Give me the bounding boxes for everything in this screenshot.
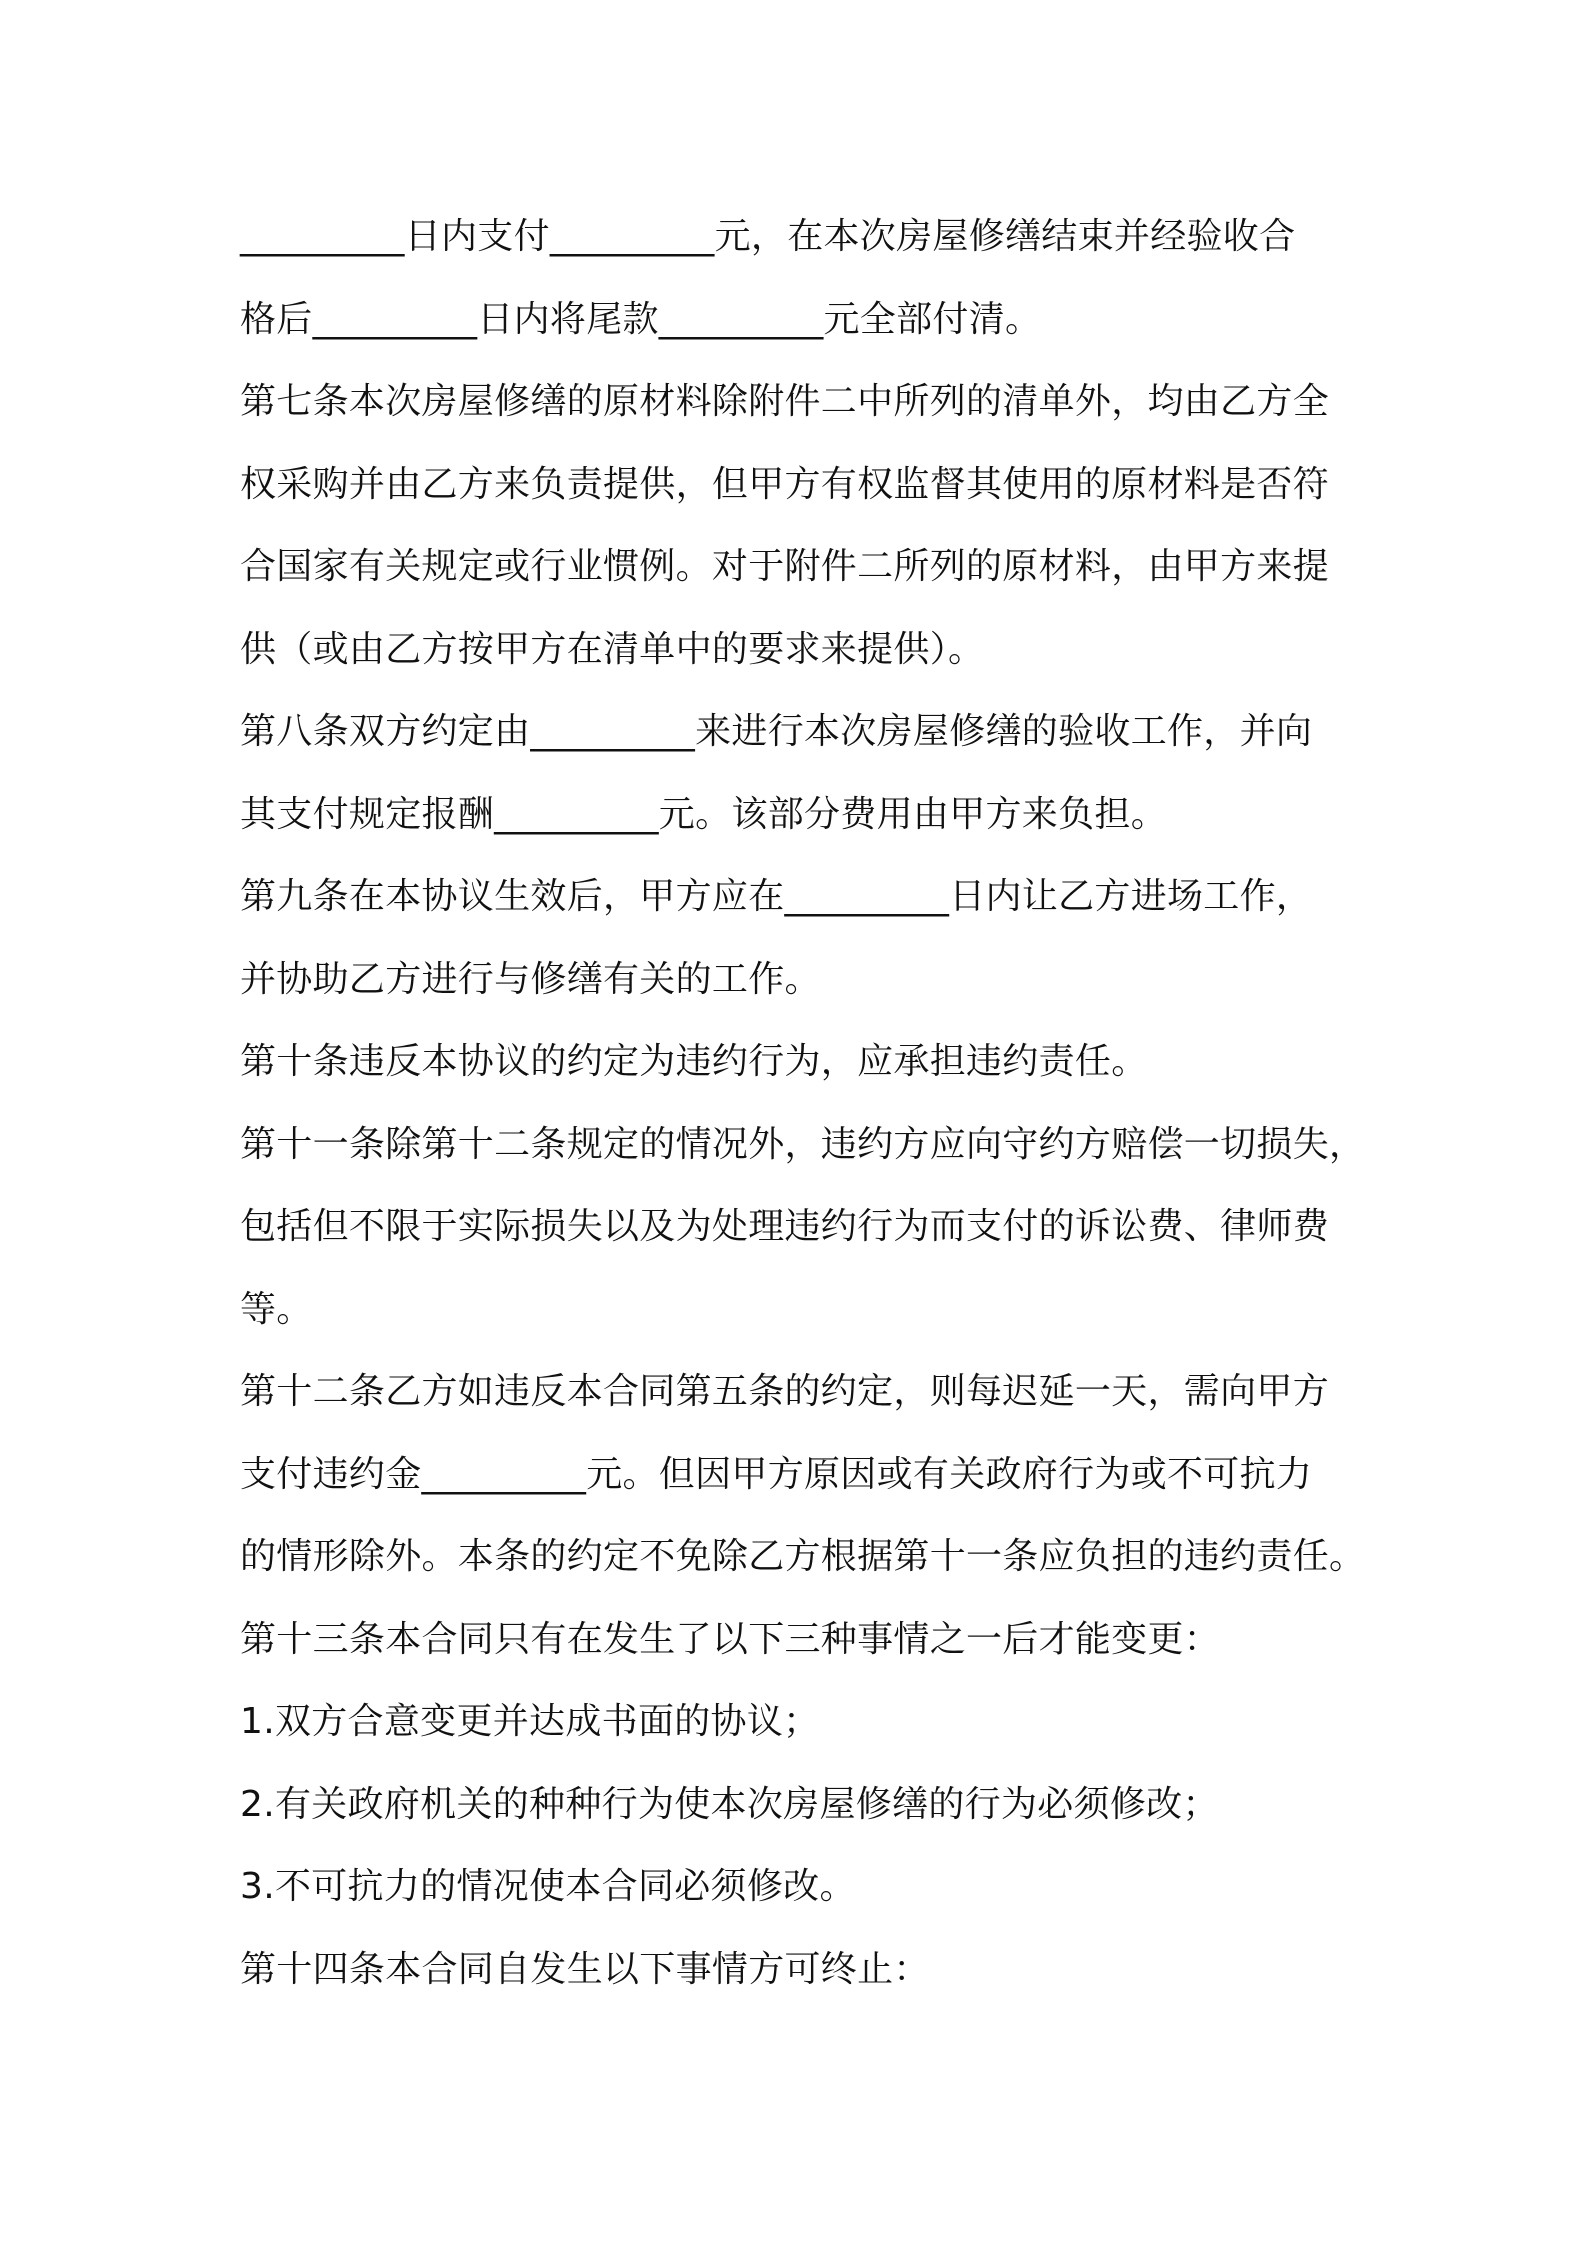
list-item: 1.双方合意变更并达成书面的协议； — [240, 1701, 820, 1742]
article-14-line: 第十四条本合同自发生以下事情方可终止： — [240, 1948, 930, 1990]
text-line: 并协助乙方进行与修缮有关的工作。 — [240, 958, 821, 1000]
article-11-line: 第十一条除第十二条规定的情况外，违约方应向守约方赔偿一切损失， — [240, 1123, 1366, 1165]
list-item: 3.不可抗力的情况使本合同必须修改。 — [240, 1866, 856, 1907]
article-9-line: 第九条在本协议生效后，甲方应在_________日内让乙方进场工作， — [240, 876, 1313, 917]
list-item: 2.有关政府机关的种种行为使本次房屋修缮的行为必须修改； — [240, 1783, 1219, 1825]
article-10-line: 第十条违反本协议的约定为违约行为，应承担违约责任。 — [240, 1041, 1148, 1082]
text-line: 供（或由乙方按甲方在清单中的要求来提供）。 — [240, 628, 985, 670]
text-line: 格后_________日内将尾款_________元全部付清。 — [240, 298, 1042, 340]
article-12-line: 第十二条乙方如违反本合同第五条的约定，则每迟延一天，需向甲方 — [240, 1371, 1330, 1412]
text-line: _________日内支付_________元，在本次房屋修缮结束并经验收合 — [240, 216, 1296, 257]
text-line: 等。 — [240, 1288, 313, 1330]
text-line: 其支付规定报酬_________元。该部分费用由甲方来负担。 — [240, 793, 1167, 835]
article-7-line: 第七条本次房屋修缮的原材料除附件二中所列的清单外，均由乙方全 — [240, 381, 1330, 422]
text-line: 支付违约金_________元。但因甲方原因或有关政府行为或不可抗力 — [240, 1453, 1313, 1495]
text-line: 权采购并由乙方来负责提供，但甲方有权监督其使用的原材料是否符 — [240, 463, 1330, 505]
article-13-line: 第十三条本合同只有在发生了以下三种事情之一后才能变更： — [240, 1618, 1221, 1660]
text-line: 包括但不限于实际损失以及为处理违约行为而支付的诉讼费、律师费 — [240, 1206, 1330, 1247]
text-line: 的情形除外。本条的约定不免除乙方根据第十一条应负担的违约责任。 — [240, 1536, 1366, 1577]
text-line: 合国家有关规定或行业惯例。对于附件二所列的原材料，由甲方来提 — [240, 546, 1330, 587]
contract-text — [240, 196, 1366, 2011]
article-8-line: 第八条双方约定由_________来进行本次房屋修缮的验收工作，并向 — [240, 711, 1313, 752]
